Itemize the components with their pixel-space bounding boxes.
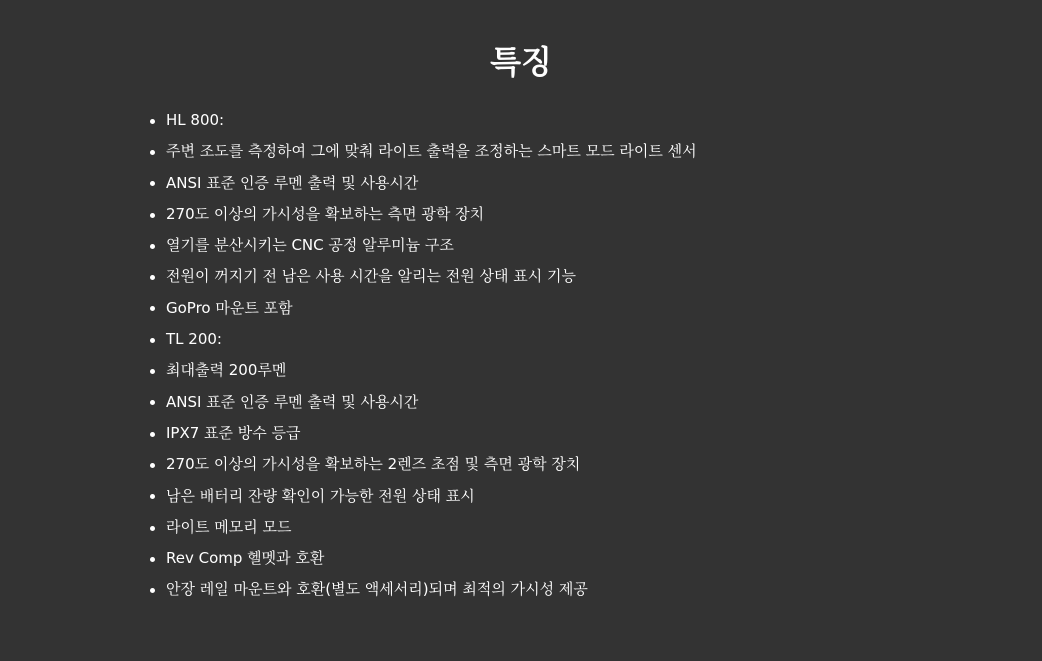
feature-list	[166, 105, 966, 606]
bullet-icon	[150, 181, 155, 186]
list-item	[166, 261, 966, 292]
list-item-text: Rev Comp 헬멧과 호환	[166, 549, 325, 568]
list-item-text: 주변 조도를 측정하여 그에 맞춰 라이트 출력을 조정하는 스마트 모드 라이트 센서	[166, 142, 697, 161]
list-item-text: HL 800:	[166, 111, 225, 129]
bullet-icon	[150, 150, 155, 155]
bullet-icon	[150, 432, 155, 437]
list-item	[166, 449, 966, 480]
bullet-icon	[150, 338, 155, 343]
list-item-text: 라이트 메모리 모드	[166, 517, 292, 536]
bullet-icon	[150, 213, 155, 218]
list-item	[166, 168, 966, 199]
list-item	[166, 293, 966, 324]
list-item-text: 전원이 꺼지기 전 남은 사용 시간을 알리는 전원 상태 표시 기능	[166, 267, 576, 286]
list-item-text: ANSI 표준 인증 루멘 출력 및 사용시간	[166, 173, 419, 192]
list-item	[166, 324, 966, 355]
list-item	[166, 512, 966, 543]
list-item	[166, 136, 966, 167]
list-item	[166, 418, 966, 449]
list-item-text: 남은 배터리 잔량 확인이 가능한 전원 상태 표시	[166, 486, 475, 505]
list-item	[166, 543, 966, 574]
list-item-text: GoPro 마운트 포함	[166, 298, 293, 317]
list-item	[166, 574, 966, 605]
bullet-icon	[150, 526, 155, 531]
list-item-text: 열기를 분산시키는 CNC 공정 알루미늄 구조	[166, 236, 454, 255]
bullet-icon	[150, 463, 155, 468]
list-item	[166, 387, 966, 418]
list-item	[166, 230, 966, 261]
list-item-text: IPX7 표준 방수 등급	[166, 423, 301, 442]
bullet-icon	[150, 369, 155, 374]
bullet-icon	[150, 119, 155, 124]
list-item	[166, 105, 966, 136]
list-item-text: ANSI 표준 인증 루멘 출력 및 사용시간	[166, 392, 419, 411]
list-item-text: 270도 이상의 가시성을 확보하는 2렌즈 초점 및 측면 광학 장치	[166, 455, 581, 474]
bullet-icon	[150, 244, 155, 249]
list-item	[166, 481, 966, 512]
bullet-icon	[150, 275, 155, 280]
bullet-icon	[150, 306, 155, 311]
list-item-text: TL 200:	[166, 330, 222, 349]
list-item-text: 270도 이상의 가시성을 확보하는 측면 광학 장치	[166, 204, 485, 223]
list-item-text: 최대출력 200루멘	[166, 361, 287, 380]
bullet-icon	[150, 588, 155, 593]
bullet-icon	[150, 400, 155, 405]
bullet-icon	[150, 557, 155, 562]
section-title: 특징	[490, 43, 552, 81]
list-item-text: 안장 레일 마운트와 호환(별도 액세서리)되며 최적의 가시성 제공	[166, 580, 588, 599]
list-item	[166, 199, 966, 230]
bullet-icon	[150, 494, 155, 499]
list-item	[166, 355, 966, 386]
